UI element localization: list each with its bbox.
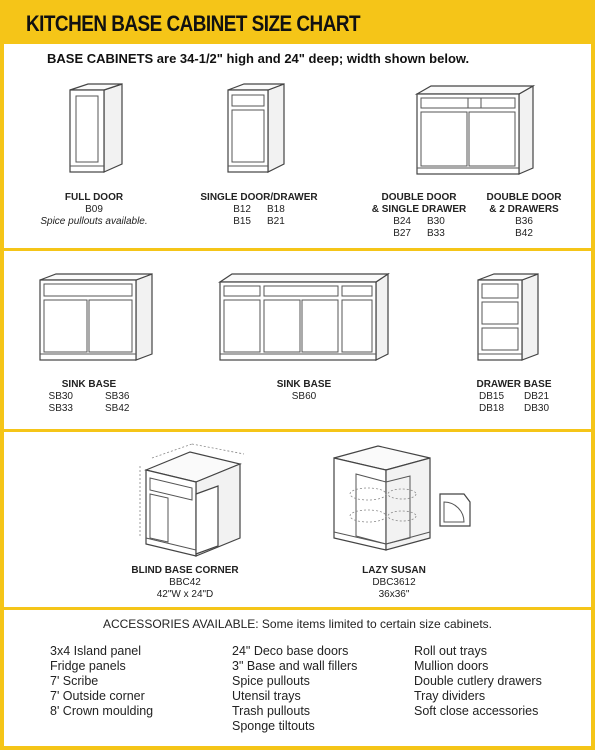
code-sb36: SB36 bbox=[105, 391, 130, 402]
list-item: Tray dividers bbox=[414, 689, 486, 703]
list-item: Double cutlery drawers bbox=[414, 674, 542, 688]
code-b18: B18 bbox=[267, 204, 285, 215]
code-b12: B12 bbox=[233, 204, 251, 215]
drawer-base-cabinet-illustration bbox=[470, 266, 550, 371]
drawer-base-caption bbox=[459, 379, 569, 415]
double-door-cabinet-illustration bbox=[409, 82, 539, 187]
list-item: 24" Deco base doors bbox=[232, 644, 349, 658]
list-item: Roll out trays bbox=[414, 644, 487, 658]
accessories-column-1 bbox=[50, 644, 153, 719]
list-item: Mullion doors bbox=[414, 659, 489, 673]
lazy-susan-name: LAZY SUSAN bbox=[362, 565, 426, 576]
code-dbc3612: DBC3612 bbox=[372, 577, 416, 588]
list-item: 8' Crown moulding bbox=[50, 704, 154, 718]
code-sb30: SB30 bbox=[48, 391, 73, 402]
list-item: 7' Scribe bbox=[50, 674, 99, 688]
code-b24: B24 bbox=[393, 216, 411, 227]
lazy-susan-illustration bbox=[326, 444, 476, 564]
code-db30: DB30 bbox=[524, 403, 550, 414]
double-door-single-drawer-name-1: DOUBLE DOOR bbox=[381, 192, 457, 203]
code-sb42: SB42 bbox=[105, 403, 130, 414]
full-door-name: FULL DOOR bbox=[64, 192, 124, 203]
double-door-single-drawer-caption bbox=[364, 192, 474, 240]
double-door-2-drawers-name-2: & 2 DRAWERS bbox=[489, 204, 559, 215]
list-item: Fridge panels bbox=[50, 659, 126, 673]
list-item: Sponge tiltouts bbox=[232, 719, 315, 733]
code-b30: B30 bbox=[427, 216, 445, 227]
list-item: Utensil trays bbox=[232, 689, 301, 703]
code-bbc42: BBC42 bbox=[169, 577, 201, 588]
sink-base-caption bbox=[34, 379, 144, 415]
page-subtitle: BASE CABINETS are 34-1/2" high and 24" deep; width shown below. bbox=[47, 51, 470, 66]
section-divider bbox=[4, 429, 591, 432]
page-title: KITCHEN BASE CABINET SIZE CHART bbox=[26, 11, 361, 36]
double-door-2-drawers-caption bbox=[474, 192, 574, 240]
accessories-column-2 bbox=[232, 644, 357, 734]
sink-base-cabinet-illustration bbox=[32, 266, 162, 371]
code-b15: B15 bbox=[233, 216, 251, 227]
list-item: Trash pullouts bbox=[232, 704, 311, 718]
double-door-single-drawer-name-2: & SINGLE DRAWER bbox=[371, 204, 467, 215]
single-door-drawer-caption bbox=[194, 192, 324, 228]
list-item: 3x4 Island panel bbox=[50, 644, 142, 658]
code-db15: DB15 bbox=[478, 391, 504, 402]
code-db21: DB21 bbox=[524, 391, 550, 402]
sink-base-name: SINK BASE bbox=[61, 379, 117, 390]
full-door-caption bbox=[34, 192, 154, 228]
single-door-drawer-name: SINGLE DOOR/DRAWER bbox=[200, 192, 318, 203]
lazy-susan-size: 36x36" bbox=[378, 589, 410, 600]
code-b21: B21 bbox=[267, 216, 285, 227]
list-item: Spice pullouts bbox=[232, 674, 310, 688]
blind-base-corner-illustration bbox=[132, 442, 252, 567]
lazy-susan-caption bbox=[339, 565, 449, 601]
full-door-note: Spice pullouts available. bbox=[40, 216, 148, 227]
list-item: Soft close accessories bbox=[414, 704, 539, 718]
full-door-code: B09 bbox=[85, 204, 103, 215]
blind-base-corner-caption bbox=[120, 565, 250, 601]
blind-base-corner-size: 42"W x 24"D bbox=[156, 589, 214, 600]
accessories-title: ACCESSORIES AVAILABLE: Some items limited to certain size cabinets. bbox=[102, 617, 493, 631]
double-door-2-drawers-name-1: DOUBLE DOOR bbox=[486, 192, 562, 203]
code-sb33: SB33 bbox=[48, 403, 73, 414]
list-item: 7' Outside corner bbox=[50, 689, 145, 703]
single-door-drawer-cabinet-illustration bbox=[220, 82, 290, 187]
blind-base-corner-name: BLIND BASE CORNER bbox=[131, 565, 239, 576]
header-bar bbox=[4, 4, 591, 44]
list-item: 3" Base and wall fillers bbox=[232, 659, 358, 673]
code-b27: B27 bbox=[393, 228, 411, 239]
drawer-base-name: DRAWER BASE bbox=[476, 379, 552, 390]
sink-base-60-cabinet-illustration bbox=[214, 266, 394, 371]
accessories-column-3 bbox=[414, 644, 542, 719]
section-divider bbox=[4, 607, 591, 610]
sink-base-60-name: SINK BASE bbox=[276, 379, 332, 390]
sink-base-60-caption bbox=[249, 379, 359, 403]
full-door-cabinet-illustration bbox=[64, 82, 134, 187]
section-divider bbox=[4, 248, 591, 251]
code-b33: B33 bbox=[427, 228, 445, 239]
code-sb60: SB60 bbox=[291, 391, 317, 402]
code-db18: DB18 bbox=[478, 403, 504, 414]
code-b36: B36 bbox=[515, 216, 533, 227]
code-b42: B42 bbox=[515, 228, 533, 239]
